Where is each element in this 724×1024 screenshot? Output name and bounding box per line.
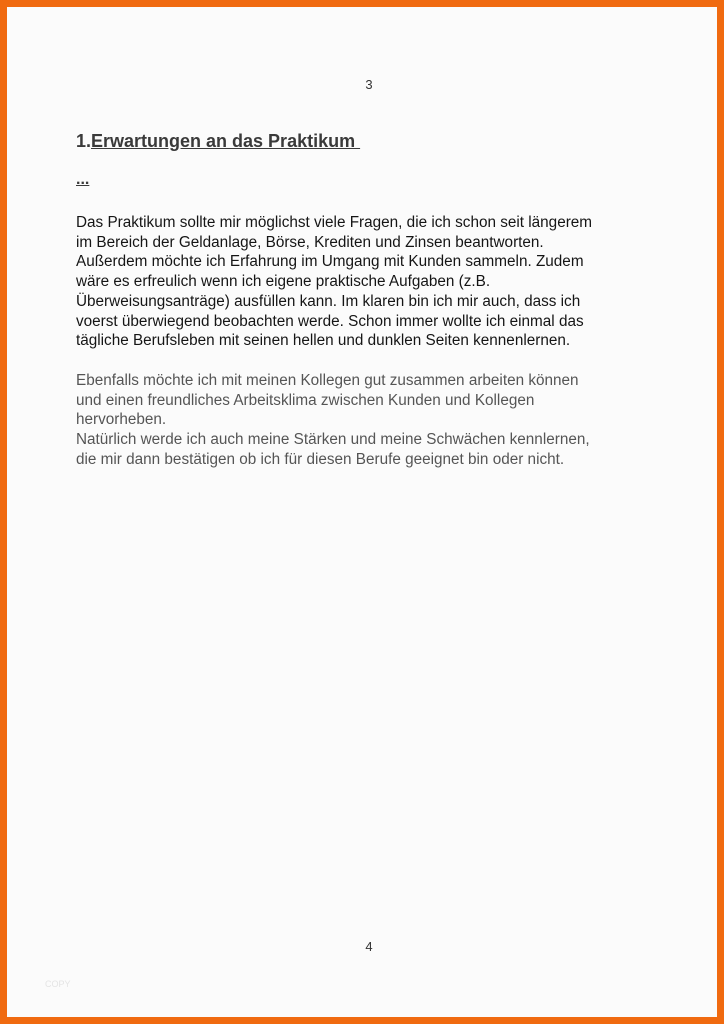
- page-number-bottom: 4: [365, 939, 373, 954]
- paragraph-line: die mir dann bestätigen ob ich für diesen Berufe geeignet bin oder nicht.: [76, 450, 565, 468]
- section-heading: [76, 131, 360, 152]
- paragraph-line: Außerdem möchte ich Erfahrung im Umgang mit Kunden sammeln. Zudem: [76, 253, 584, 271]
- paragraph-colleagues: [76, 371, 676, 470]
- paragraph-line: voerst überwiegend beobachten werde. Schon immer wollte ich einmal das: [76, 312, 584, 330]
- paragraph-line: tägliche Berufsleben mit seinen hellen und dunklen Seiten kennenlernen.: [76, 332, 571, 350]
- paragraph-line: Natürlich werde ich auch meine Stärken und meine Schwächen kennlernen,: [76, 431, 590, 449]
- paragraph-line: im Bereich der Geldanlage, Börse, Krediten und Zinsen beantworten.: [76, 233, 544, 251]
- paragraph-line: hervorheben.: [76, 411, 167, 429]
- paragraph-expectations: [76, 213, 676, 351]
- paragraph-line: wäre es erfreulich wenn ich eigene praktische Aufgaben (z.B.: [76, 273, 491, 291]
- paragraph-line: und einen freundliches Arbeitsklima zwischen Kunden und Kollegen: [76, 391, 535, 409]
- paragraph-line: Das Praktikum sollte mir möglichst viele Fragen, die ich schon seit längerem: [76, 214, 593, 231]
- heading-title: Erwartungen an das Praktikum: [91, 131, 361, 151]
- paragraph-line: Überweisungsanträge) ausfüllen kann. Im klaren bin ich mir auch, dass ich: [76, 292, 581, 310]
- heading-ellipsis: ...: [76, 171, 90, 188]
- page-number-top: 3: [365, 77, 373, 92]
- heading-number: 1.: [76, 131, 92, 151]
- faint-watermark: COPY: [45, 979, 71, 989]
- paragraph-line: Ebenfalls möchte ich mit meinen Kollegen gut zusammen arbeiten können: [76, 372, 579, 389]
